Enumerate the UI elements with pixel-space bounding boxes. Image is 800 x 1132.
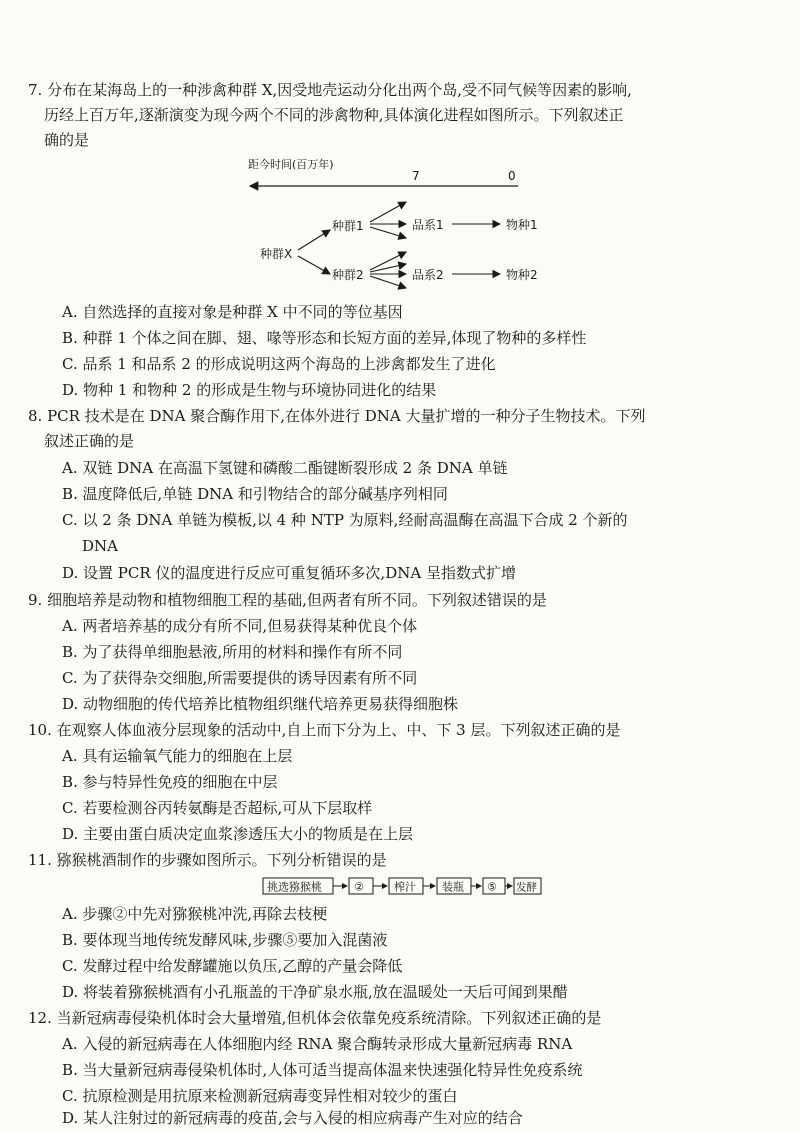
question-12-option-c: C. 抗原检测是用抗原来检测新冠病毒变异性相对较少的蛋白 [62, 1087, 458, 1105]
node-strain-2: 品系2 [412, 268, 444, 282]
question-9-option-d: D. 动物细胞的传代培养比植物组织继代培养更易获得细胞株 [62, 695, 459, 713]
question-9-option-c: C. 为了获得杂交细胞,所需要提供的诱导因素有所不同 [62, 669, 418, 687]
question-7-option-c: C. 品系 1 和品系 2 的形成说明这两个海岛的上涉禽都发生了进化 [62, 355, 496, 373]
question-11-stem: 11. 猕猴桃酒制作的步骤如图所示。下列分析错误的是 [28, 851, 387, 869]
node-strain-1: 品系1 [412, 218, 444, 232]
node-population-x: 种群X [260, 247, 293, 261]
node-species-2: 物种2 [506, 268, 538, 282]
flow-step-5: ⑤ [487, 880, 497, 894]
flow-step-ferment: 发酵 [516, 881, 537, 894]
question-12-option-b: B. 当大量新冠病毒侵染机体时,人体可适当提高体温来快速强化特异性免疫系统 [62, 1061, 583, 1079]
question-9-option-b: B. 为了获得单细胞悬液,所用的材料和操作有所不同 [62, 643, 403, 661]
question-7-stem-line-2: 历经上百万年,逐渐演变为现今两个不同的涉禽物种,具体演化进程如图所示。下列叙述正 [44, 106, 624, 124]
time-tick-0: 0 [508, 169, 516, 183]
question-10-option-a: A. 具有运输氧气能力的细胞在上层 [62, 747, 293, 765]
question-9-stem: 9. 细胞培养是动物和植物细胞工程的基础,但两者有所不同。下列叙述错误的是 [28, 591, 547, 609]
time-axis-label: 距今时间(百万年) [248, 158, 334, 171]
flow-step-select-kiwi: 挑选猕猴桃 [267, 880, 322, 894]
question-7-stem-line-3: 确的是 [44, 131, 90, 149]
question-7-stem-line-1: 7. 分布在某海岛上的一种涉禽种群 X,因受地壳运动分化出两个岛,受不同气候等因素的影响, [28, 81, 632, 99]
question-8-stem-line-2: 叙述正确的是 [44, 432, 135, 450]
question-10-option-b: B. 参与特异性免疫的细胞在中层 [62, 773, 278, 791]
node-population-2: 种群2 [332, 268, 364, 282]
question-10-option-d: D. 主要由蛋白质决定血浆渗透压大小的物质是在上层 [62, 825, 414, 843]
node-population-1: 种群1 [332, 219, 364, 233]
question-11-option-d: D. 将装着猕猴桃酒有小孔瓶盖的干净矿泉水瓶,放在温暖处一天后可闻到果醋 [62, 983, 568, 1001]
question-10-option-c: C. 若要检测谷丙转氨酶是否超标,可从下层取样 [62, 799, 373, 817]
question-12-option-d: D. 某人注射过的新冠病毒的疫苗,会与入侵的相应病毒产生对应的结合 [62, 1109, 523, 1127]
question-7-option-b: B. 种群 1 个体之间在脚、翅、喙等形态和长短方面的差异,体现了物种的多样性 [62, 329, 587, 347]
question-12-option-a: A. 入侵的新冠病毒在人体细胞内经 RNA 聚合酶转录形成大量新冠病毒 RNA [62, 1035, 573, 1053]
question-10-stem: 10. 在观察人体血液分层现象的活动中,自上而下分为上、中、下 3 层。下列叙述正确的是 [28, 721, 621, 739]
question-8-option-d: D. 设置 PCR 仪的温度进行反应可重复循环多次,DNA 呈指数式扩增 [62, 564, 516, 582]
question-7-option-d: D. 物种 1 和物种 2 的形成是生物与环境协同进化的结果 [62, 381, 437, 399]
question-11-option-a: A. 步骤②中先对猕猴桃冲洗,再除去枝梗 [62, 905, 328, 923]
flow-step-juice: 榨汁 [394, 880, 416, 894]
question-8-stem-line-1: 8. PCR 技术是在 DNA 聚合酶作用下,在体外进行 DNA 大量扩增的一种分子生物技术。下列 [28, 407, 646, 425]
question-7-option-a: A. 自然选择的直接对象是种群 X 中不同的等位基因 [62, 303, 403, 321]
node-species-1: 物种1 [506, 218, 538, 232]
wine-making-flowchart [262, 876, 542, 896]
question-8-option-c: C. 以 2 条 DNA 单链为模板,以 4 种 NTP 为原料,经耐高温酶在高温下合成 2 个新的 [62, 511, 628, 529]
evolution-diagram [240, 152, 560, 292]
question-12-stem: 12. 当新冠病毒侵染机体时会大量增殖,但机体会依靠免疫系统清除。下列叙述正确的是 [28, 1009, 602, 1027]
question-11-option-c: C. 发酵过程中给发酵罐施以负压,乙醇的产量会降低 [62, 957, 403, 975]
flow-step-bottle: 装瓶 [442, 880, 464, 894]
flow-step-2: ② [354, 880, 364, 894]
question-9-option-a: A. 两者培养基的成分有所不同,但易获得某种优良个体 [62, 617, 418, 635]
time-tick-7: 7 [412, 169, 420, 183]
question-11-option-b: B. 要体现当地传统发酵风味,步骤⑤要加入混菌液 [62, 931, 388, 949]
question-8-option-a: A. 双链 DNA 在高温下氢键和磷酸二酯键断裂形成 2 条 DNA 单链 [62, 459, 508, 477]
question-8-option-c-cont: DNA [82, 537, 118, 555]
question-8-option-b: B. 温度降低后,单链 DNA 和引物结合的部分碱基序列相同 [62, 485, 448, 503]
